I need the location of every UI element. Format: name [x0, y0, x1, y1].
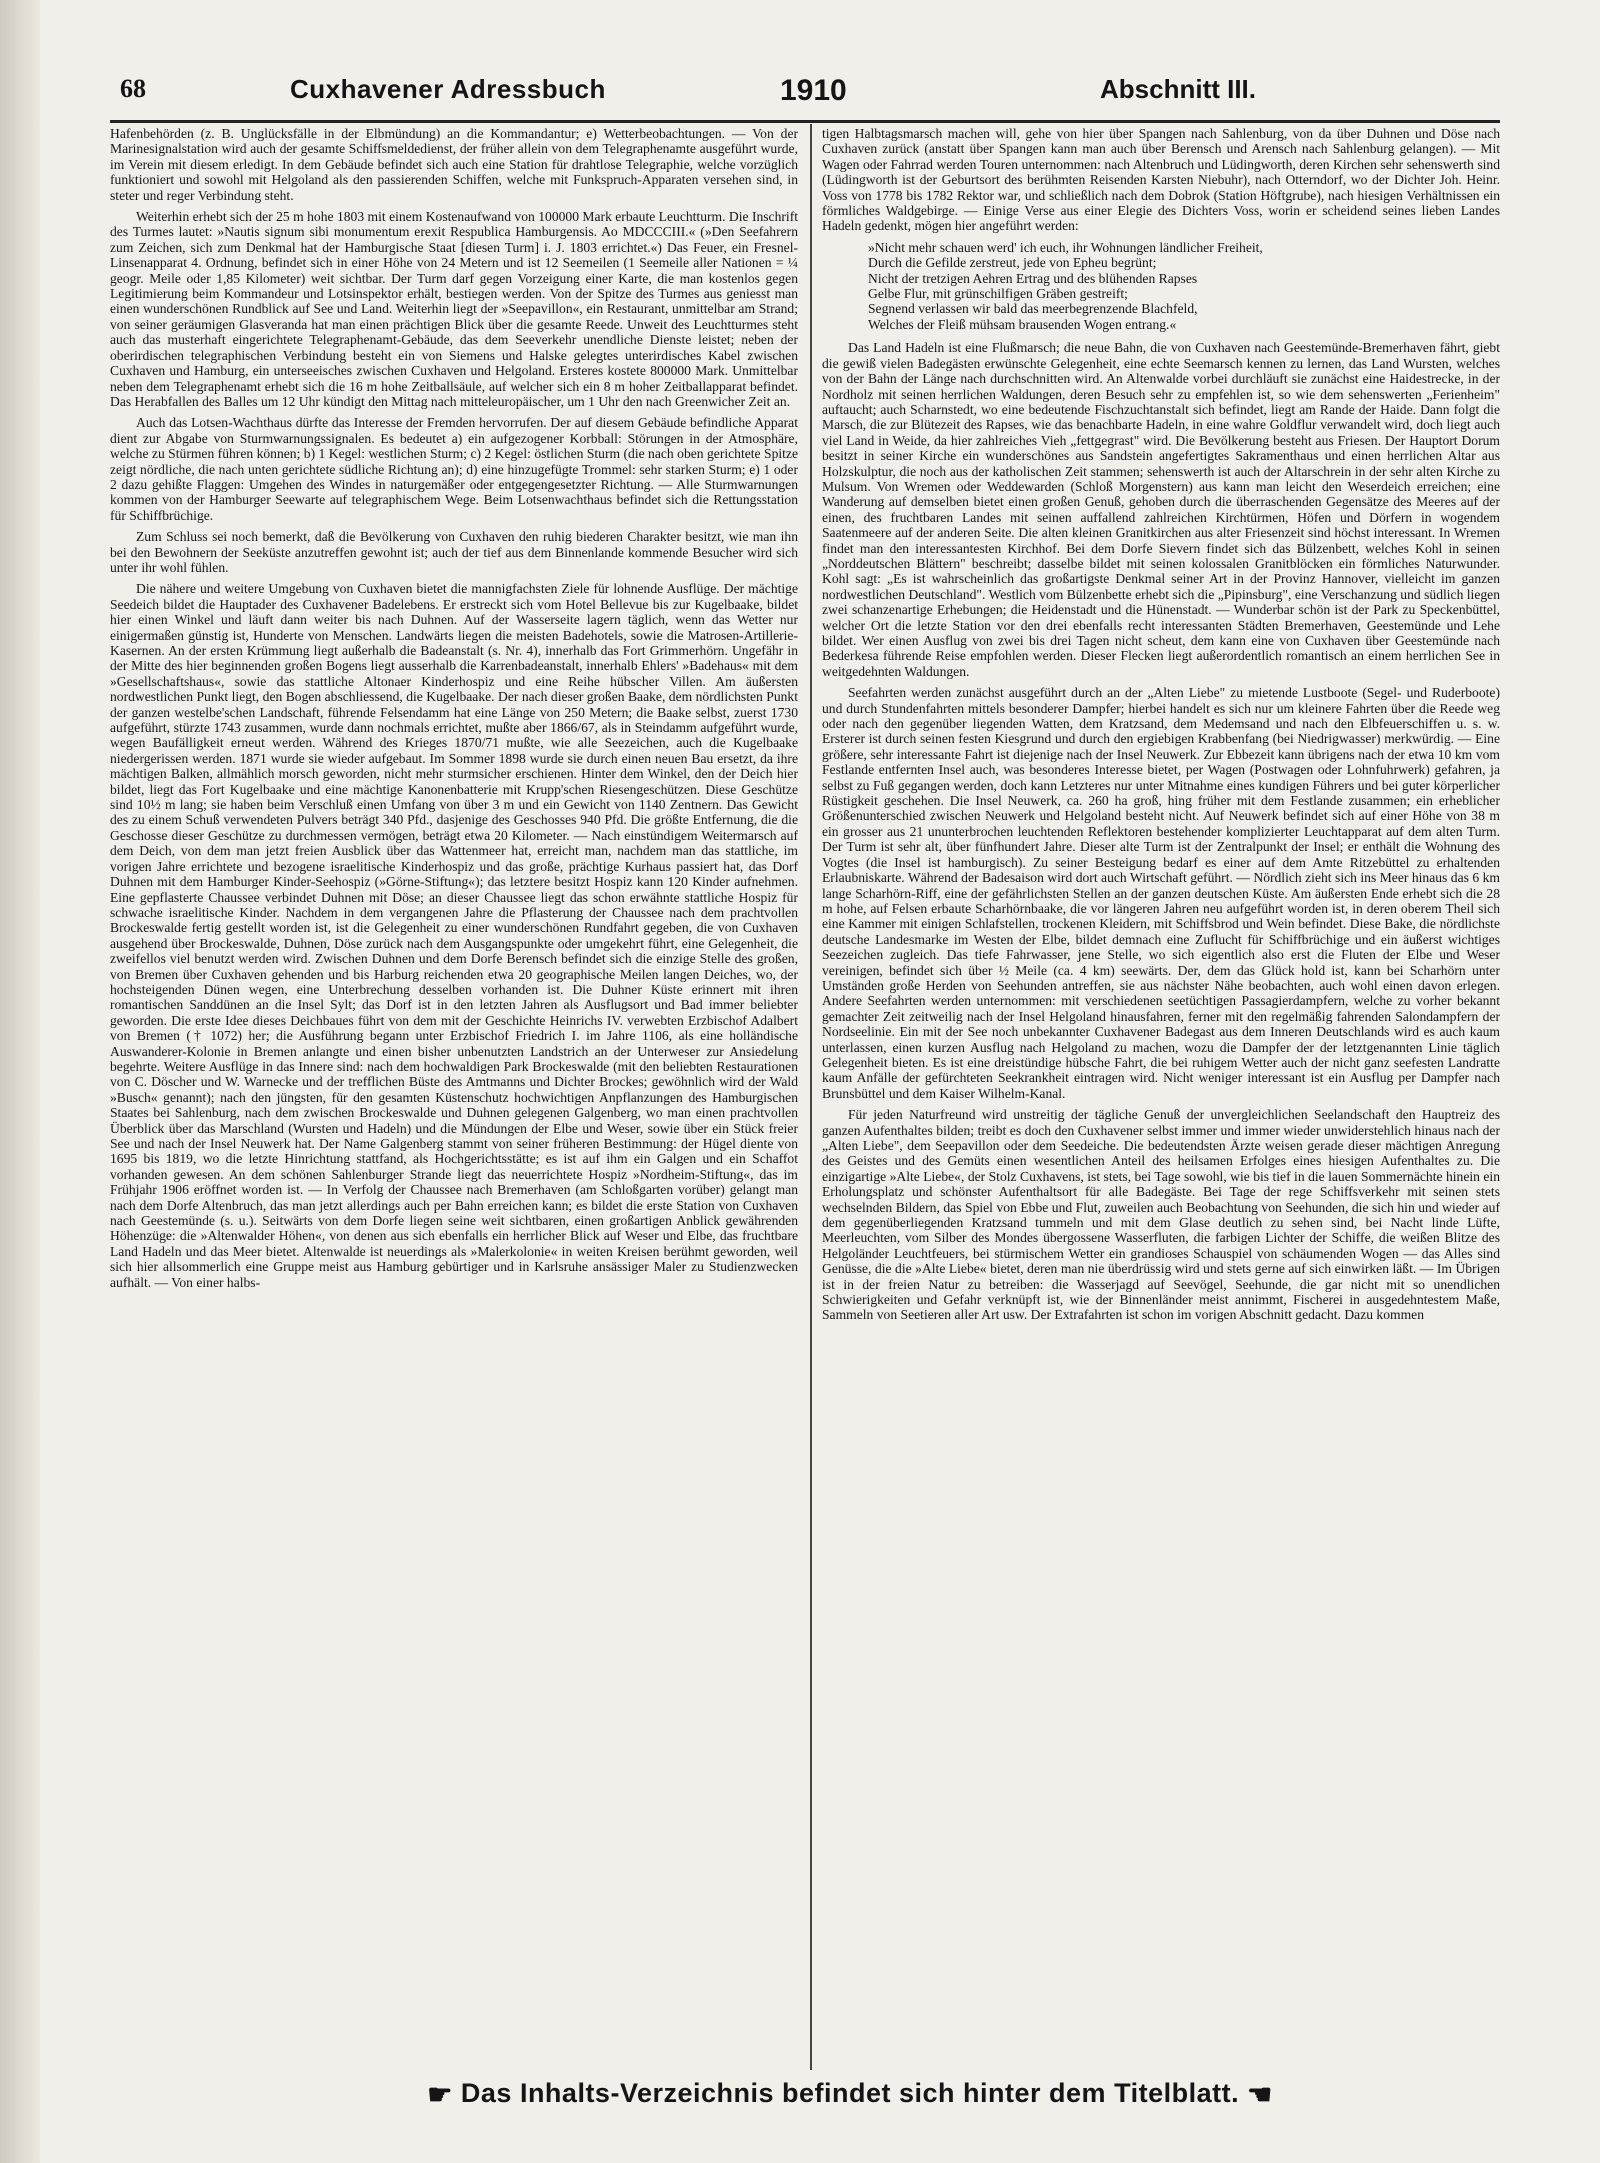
footer-text: Das Inhalts-Verzeichnis befindet sich hinter dem Titelblatt. [460, 2078, 1240, 2108]
page-number: 68 [120, 74, 146, 103]
poem-line: »Nicht mehr schauen werd' ich euch, ihr Wohnungen ländlicher Freiheit, [868, 239, 1263, 255]
right-column [822, 126, 1500, 2066]
paragraph: Hafenbehörden (z. B. Unglücksfälle in der Elbmündung) an die Kommandantur; e) Wetterbeobachtungen. — Von der Marinesignalstation wird auch der gesamte Schiffsmeldedienst, der früher allein von dem Telegraphenamte ausgeführt wurde, im Verein mit diesem erledigt. In dem Gebäude befindet sich auch eine Station für drahtlose Telegraphie, welche vorzüglich funktioniert und sowohl mit Helgoland als den passierenden Schiffen, welche mit Funkspruch-Apparaten versehen sind, in steter und reger Verbindung steht. [110, 126, 798, 203]
edition-year: 1910 [780, 74, 847, 107]
paragraph: Auch das Lotsen-Wachthaus dürfte das Interesse der Fremden hervorrufen. Der auf diesem Gebäude befindliche Apparat dient zur Abgabe von Sturmwarnungssignalen. Es bedeutet a) ein aufgezogener Korbball: Störungen in der Atmosphäre, welche zu Stürmen führen können; b) 1 Kegel: westlichen Sturm; c) 2 Kegel: östlichen Sturm (die nach oben gerichtete Spitze zeigt nördliche, die nach unten gerichtete südliche Richtung an); d) eine hinzugefügte Trommel: sehr starken Sturm; e) 1 oder 2 dazu gehißte Flaggen: Umgehen des Windes in naturgemäßer oder entgegengesetzter Richtung. — Alle Sturmwarnungen kommen von der Hamburger Seewarte auf telegraphischem Wege. Beim Lotsenwachthaus befindet sich die Rettungsstation für Schiffbrüchige. [110, 415, 798, 523]
paragraph: Die nähere und weitere Umgebung von Cuxhaven bietet die mannigfachsten Ziele für lohnende Ausflüge. Der mächtige Seedeich bildet die Hauptader des Cuxhavener Badelebens. Er erstreckt sich vom Hotel Bellevue bis zur Kugelbaake, bildet hier einen Winkel und läuft dann weiter bis nach Duhnen. Auf der Wasserseite lagern täglich, wenn das Wetter nur einigermaßen günstig ist, Hunderte von Menschen. Landwärts liegen die meisten Badehotels, sowie die Matrosen-Artillerie-Kasernen. An der ersten Krümmung liegt außerhalb die Badeanstalt (s. Nr. 4), innerhalb das Fort Grimmerhörn. Ungefähr in der Mitte des hier beginnenden großen Bogens liegt ausserhalb die Karrenbadeanstalt, innerhalb Ehlers' »Badehaus« mit dem »Gesellschaftshaus«, sowie das stattliche Altonaer Kinderhospiz und eine Reihe hübscher Villen. Am äußersten nordwestlichen Punkt liegt, den Bogen abschliessend, die Kugelbaake. Der nach dieser großen Baake, dem nördlichsten Punkt der ganzen westelbe'schen Landschaft, führende Felsendamm hat eine Länge von 250 Metern; die Baake selbst, zuerst 1730 aufgeführt, stürzte 1743 zusammen, wurde dann nochmals errichtet, mußte aber 1866/67, als in Steindamm aufgeführt wurde, wegen Baufälligkeit erneut werden. Während des Krieges 1870/71 mußte, wie alle Seezeichen, auch die Kugelbaake niedergerissen werden. 1871 wurde sie wieder aufgebaut. Im Sommer 1898 wurde sie durch einen neuen Bau ersetzt, da ihre mächtigen Balken, allmählich morsch geworden, nicht mehr sturmsicher erschienen. Hinter dem Winkel, den der Deich hier bildet, liegt das Fort Kugelbaake und eine mächtige Kanonenbatterie mit Krupp'schen Riesengeschützen. Diese Geschütze sind 10½ m lang; sie haben beim Verschluß einen Umfang von über 3 m und ein Gewicht von 1140 Zentnern. Das Gewicht des zu einem Schuß verwendeten Pulvers beträgt 340 Pfd., dasjenige des Geschosses 940 Pfd. Die größte Entfernung, die die Geschosse dieser Geschütze zu durchmessen vermögen, beträgt etwa 20 Kilometer. — Nach einstündigem Weitermarsch auf dem Deich, von dem man jetzt freien Ausblick über das Wattenmeer hat, erreicht man, nachdem man das stattliche, im vorigen Jahre errichtete und bezogene israelitische Kinderhospiz und das große, prächtige Kurhaus passiert hat, das Dorf Duhnen mit dem Hamburger Kinder-Seehospiz (»Görne-Stiftung«); das letztere besitzt Hospiz kann 120 Kinder aufnehmen. Eine gepflasterte Chaussee verbindet Duhnen mit Döse; an dieser Chaussee liegt das schon erwähnte stattliche Hospiz für schwache israelitische Kinder. Nachdem in dem vergangenen Jahre die Pflasterung der Chaussee nach dem prachtvollen Brockeswalde fertig gestellt worden ist, ist die Gelegenheit zu einer wunderschönen Rundfahrt gegeben, die von Cuxhaven ausgehend über Brockeswalde, Duhnen, Döse zurück nach dem Ausgangspunkte oder umgekehrt führt, eine Gelegenheit, die zweifellos viel benutzt werden wird. Zwischen Duhnen und dem Dorfe Berensch befindet sich die einzige Stelle des großen, von Bremen über Cuxhaven gehenden und bis Harburg reichenden etwa 20 geographische Meilen langen Deiches, wo, der hochsteigenden Dünen wegen, eine Unterbrechung desselben vorhanden ist. Die Duhner Küste erinnert mit ihren romantischen Sanddünen an die Insel Sylt; das Dorf ist in den letzten Jahren als Ausflugsort und Bad immer beliebter geworden. Die erste Idee dieses Deichbaues führt von dem mit der Geschichte Heinrichs IV. verwebten Erzbischof Adalbert von Bremen († 1072) her; die Ausführung begann unter Erzbischof Friedrich I. im Jahre 1106, als eine holländische Auswanderer-Kolonie in Bremen anlangte und einen bisher unbenutzten Landstrich an der Unterweser zur Ansiedelung begehrte. Weitere Ausflüge in das Innere sind: nach dem hochwaldigen Park Brockeswalde (mit den beliebten Restaurationen von C. Döscher und W. Warnecke und der trefflichen Büste des Amtmanns und Dichter Brockes; gewöhnlich wird der Wald »Busch« genannt); nach den jüngsten, für den gesamten Küstenschutz hochwichtigen Anpflanzungen des Hamburgischen Staates bei Sahlenburg, nach dem zwischen Brockeswalde und Duhnen gelegenen Galgenberg, wo man einen prachtvollen Überblick über das Marschland (Wursten und Hadeln) und die Mündungen der Elbe und Weser, sowie über ein Stück freier See und nach der Insel Neuwerk hat. Der Name Galgenberg stammt von seiner früheren Bestimmung: der Hügel diente von 1695 bis 1819, wo die letzte Hinrichtung stattfand, als Hochgerichtsstätte; es ist auf ihm ein Galgen und ein Schaffot vorhanden gewesen. An dem schönen Sahlenburger Strande liegt das neuerrichtete Hospiz »Nordheim-Stiftung«, das im Frühjahr 1906 eröffnet worden ist. — In Verfolg der Chaussee nach Bremerhaven (am Schloßgarten vorüber) gelangt man nach dem Dorfe Altenbruch, das man jetzt allerdings auch per Bahn erreichen kann; es bildet die erste Station von Cuxhaven nach Geestemünde (s. u.). Seitwärts von dem Dorfe liegen seine weit sichtbaren, einen großartigen Anblick gewährenden Höhenzüge: die »Altenwalder Höhen«, von denen aus sich ebenfalls ein herrlicher Blick auf Weser und Elbe, das fruchtbare Land Hadeln und das Meer bietet. Altenwalde ist neuerdings als »Malerkolonie« in weiten Kreisen berühmt geworden, weil sich hier allsommerlich eine Gruppe meist aus Hamburg gebürtiger und in Karlsruhe ansässiger Maler zu Studienzwecken aufhält. — Von einer halbs- [110, 581, 798, 1290]
paragraph: Für jeden Naturfreund wird unstreitig der tägliche Genuß der unvergleichlichen Seelandschaft den Hauptreiz des ganzen Aufenthaltes bilden; treibt es doch den Cuxhavener selbst immer und immer wieder unwiderstehlich hinaus nach der „Alten Liebe", dem Seepavillon oder dem Seedeiche. Die bedeutendsten Ärzte weisen gerade dieser mächtigen Anregung des Geistes und des Gemüts einen wesentlichen Anteil des heilsamen Erfolges eines hiesigen Aufenthaltes zu. Die einzigartige »Alte Liebe«, der Stolz Cuxhavens, ist stets, bei Tage sowohl, wie bis tief in die lauen Sommernächte hinein ein Erholungsplatz und schönster Aufenthaltsort für alle Badegäste. Bei Tage der rege Schiffsverkehr mit seinen stets wechselnden Bildern, das Spiel von Ebbe und Flut, zuweilen auch Beobachtung von Seehunden, die sich hin und wieder auf dem gegenüberliegenden Kratzsand tummeln und mit dem Glase deutlich zu sehen sind, bei Nacht linde Lüfte, Meerleuchten, vom Silber des Mondes übergossene Wasserfluten, die farbigen Lichter der Schiffe, die weißen Blitze des Helgoländer Leuchtfeuers, bei stürmischem Wetter ein grandioses Schauspiel von schäumenden Wogen — das Alles sind Genüsse, die die »Alte Liebe« bietet, deren man nie überdrüssig wird und stets gerne auf sich einwirken läßt. — Im Übrigen ist in der freien Natur zu betreiben: die Wasserjagd auf Seevögel, Seehunde, die gar nicht mit so unendlichen Schwierigkeiten und Gefahr verknüpft ist, wie der Binnenländer meist annimmt, Fischerei in ausgedehntestem Maße, Sammeln von Seetieren aller Art usw. Der Extrafahrten ist schon im vorigen Abschnitt gedacht. Dazu kommen [822, 1107, 1500, 1323]
pointing-hand-icon: ☚ [1247, 2079, 1273, 2111]
header-rule [110, 120, 1500, 123]
page-title: Cuxhavener Adressbuch [290, 74, 606, 104]
poem-line: Segnend verlassen wir bald das meerbegrenzende Blachfeld, [868, 301, 1198, 317]
column-divider [810, 124, 812, 2070]
paragraph: Das Land Hadeln ist eine Flußmarsch; die neue Bahn, die von Cuxhaven nach Geestemünde-Bremerhaven fährt, giebt die gewiß vielen Badegästen erwünschte Gelegenheit, eine echte Seemarsch kennen zu lernen, das Land Wursten, welches von der Bahn der Länge nach durchschnitten wird. An Altenwalde vorbei durchläuft sie zunächst eine Haidestrecke, in der Nordholz mit seinen herrlichen Waldungen, deren Besuch sehr zu empfehlen ist, so wie dem sehenswerten „Ferienheim" auftaucht; auch Scharnstedt, wo eine bedeutende Fischzuchtanstalt sich befindet, liegt am Rande der Haide. Dann folgt die Marsch, die zur Blütezeit des Rapses, wie das benachbarte Hadeln, in eine wahre Goldflur verwandelt wird, doch liegt auch viel Land in Weide, da hier zahlreiches Vieh „fettgegrast" wird. Die Bevölkerung besteht aus Friesen. Der Hauptort Dorum besitzt in seiner Kirche ein wunderschönes aus Sandstein angefertigtes Sakramenthaus und einen herrlichen Altar aus Holzskulptur, die noch aus der katholischen Zeit stammen; sehenswerth ist auch der Altarschrein in der sehr alten Kirche zu Mulsum. Von Wremen oder Weddewarden (Schloß Morgenstern) aus kann man leicht den Weserdeich erreichen; eine Wanderung auf demselben bietet einen großen Genuß, gehoben durch die überraschenden Gegensätze des Meeres auf der einen, des fruchtbaren Landes mit seinen auffallend zahlreichen Kirchtürmen, Höfen und Dörfern in wogendem Saatenmeere auf der anderen Seite. Die alten kleinen Granitkirchen aus alter Friesenzeit sind höchst interessant. In Wremen findet man den interessantesten Kirchhof. Bei dem Dorfe Sievern findet sich das Bülzenbett, welches Kohl in seinen „Norddeutschen Blättern" beschreibt; dasselbe bildet mit seinen kolossalen Granitblöcken ein förmliches Naturwunder. Kohl sagt: „Es ist wahrscheinlich das großartigste Denkmal seiner Art in der Provinz Hannover, vielleicht im ganzen nordwestlichen Deutschland". Westlich vom Bülzenbette erhebt sich die „Pipinsburg", eine Verschanzung und südlich liegen zwei schanzenartige Erhebungen; die Heidenstadt und die Hünenstadt. — Wunderbar schön ist der Park zu Speckenbüttel, welcher Ort die letzte Station vor den drei ebenfalls recht interessanten Städten Bremerhaven, Geestemünde und Lehe bildet. Wer einen Ausflug von zwei bis drei Tagen nicht scheut, dem kann eine von Cuxhaven über Geestemünde nach Bederkesa führende Reise empfohlen werden. Dieser Flecken liegt außerordentlich romantisch an einem herrlichen See in weitgedehnten Waldungen. [822, 340, 1500, 679]
pointing-hand-icon: ☛ [427, 2079, 453, 2111]
left-column [110, 126, 798, 2066]
poem-line: Welches der Fleiß mühsam brausenden Wogen entrang.« [868, 316, 1177, 332]
poem-line: Nicht der tretzigen Aehren Ertrag und des blühenden Rapses [868, 270, 1198, 286]
poem-line: Gelbe Flur, mit grünschilfigen Gräben gestreift; [868, 286, 1128, 302]
poem-quote [868, 240, 1500, 332]
page-header [110, 70, 1500, 114]
paragraph: tigen Halbtagsmarsch machen will, gehe von hier über Spangen nach Sahlenburg, von da über Duhnen und Döse nach Cuxhaven zurück (anstatt über Spangen kann man auch über Berensch und Arensch nach Sahlenburg gelangen). — Mit Wagen oder Fahrrad werden Touren unternommen: nach Altenbruch und Lüdingworth, deren Kirchen sehr sehenswerth sind (Lüdingworth ist der Geburtsort des berühmten Reisenden Karsten Niebuhr), nach Otterndorf, wo der Dichter Joh. Heinr. Voss von 1778 bis 1782 Rektor war, und schließlich nach dem Dobrok (Station Höftgrube), nach hiesigen Verhältnissen ein förmliches Waldgebirge. — Einige Verse aus einer Elegie des Dichters Voss, worin er scheidend seines lieben Landes Hadeln gedenkt, mögen hier angeführt werden: [822, 126, 1500, 234]
paragraph: Zum Schluss sei noch bemerkt, daß die Bevölkerung von Cuxhaven den ruhig biederen Charakter besitzt, wie man ihn bei den Bewohnern der Seeküste anzutreffen gewohnt ist; auch der tief aus dem Binnenlande kommende Besucher wird sich unter ihr wohl fühlen. [110, 529, 798, 575]
poem-line: Durch die Gefilde zerstreut, jede von Epheu begrünt; [868, 255, 1157, 271]
footer-note [300, 2078, 1400, 2118]
section-title: Abschnitt III. [1100, 74, 1256, 104]
paragraph: Weiterhin erhebt sich der 25 m hohe 1803 mit einem Kostenaufwand von 100000 Mark erbaute Leuchtturm. Die Inschrift des Turmes lautet: »Nautis signum sibi monumentum erexit Respublica Hamburgensis. Ao MDCCCIII.« (»Den Seefahrern zum Zeichen, sich zum Denkmal hat der Hamburgische Staat [diesen Turm] i. J. 1803 errichtet.«) Das Feuer, ein Fresnel-Linsenapparat 4. Ordnung, befindet sich in einer Höhe von 24 Metern und ist 12 Seemeilen (1 Seemeile aller Nationen = ¼ geogr. Meile oder 1,85 Kilometer) weit sichtbar. Der Turm darf gegen Vorzeigung einer Karte, die man kostenlos gegen Legitimierung beim Kommandeur und Lotsinspektor erhält, bestiegen werden. Von der Spitze des Turmes aus geniesst man einen wunderschönen Rundblick auf See und Land. Weiterhin liegt der »Seepavillon«, ein Restaurant, unmittelbar am Strand; von seiner geräumigen Glasveranda hat man einen prächtigen Blick über die gesamte Reede. Unweit des Leuchtturmes steht auch das musterhaft eingerichtete Telegraphenamt-Gebäude, das dem Seeverkehr unendliche Dienste leistet; neben der oberirdischen telegraphischen Verbindung besteht ein von Siemens und Halske gelegtes unterirdisches Kabel zwischen Cuxhaven und Hamburg, ein unterseeisches zwischen Cuxhaven und Helgoland. Ersteres kostete 800000 Mark. Unmittelbar neben dem Telegraphenamt erhebt sich die 16 m hohe Zeitballsäule, auf welcher sich ein 8 m hoher Zeitballapparat befindet. Das Herabfallen des Balles um 12 Uhr kündigt den Mittag nach mitteleuropäischer, um 1 Uhr den nach Greenwicher Zeit an. [110, 209, 798, 409]
scan-edge [0, 0, 40, 2163]
paragraph: Seefahrten werden zunächst ausgeführt durch an der „Alten Liebe" zu mietende Lustboote (Segel- und Ruderboote) und durch Stundenfahrten mittels besonderer Dampfer; hierbei handelt es sich nur um kleinere Fahrten über die Reede weg oder nach den gegenüber liegenden Watten, dem Kratzsand, dem Medemsand und nach den Elbfeuerschiffen u. s. w. Ersterer ist durch seinen festen Kiesgrund und durch den ergiebigen Krabbenfang (bei Niedrigwasser) merkwürdig. — Eine größere, sehr interessante Fahrt ist diejenige nach der Insel Neuwerk. Zur Ebbezeit kann übrigens nach der etwa 10 km vom Festlande entfernten Insel auch, was besonderes Interesse bietet, per Wagen (Postwagen oder Lohnfuhrwerk) gefahren, ja selbst zu Fuß gegangen werden, doch kann Letzteres nur unter Mitnahme eines kundigen Führers und bei guter körperlicher Rüstigkeit geschehen. Die Insel Neuwerk, ca. 260 ha groß, hing früher mit dem Festlande zusammen; ein erheblicher Größenunterschied zwischen Neuwerk und Helgoland besteht nicht. Auf Neuwerk befindet sich auf einer Höhe von 38 m ein grosser aus 21 ununterbrochen leuchtenden Reflektoren bestehender komplizierter Leuchtapparat auf dem alten Turm. Der Turm ist sehr alt, über fünfhundert Jahre. Dieser alte Turm ist der Zentralpunkt der Insel; er enthält die Wohnung des Vogtes (die Insel ist hamburgisch). Zu seiner Besteigung bedarf es einer auf dem Amte Ritzebüttel zu erhaltenden Erlaubniskarte. Während der Badesaison wird dort auch Wirtschaft geführt. — Nördlich zieht sich ins Meer hinaus das 6 km lange Scharhörn-Riff, eine der gefährlichsten Stellen an der ganzen deutschen Küste. Am äußersten Ende erhebt sich die 28 m hohe, auf Felsen erbaute Scharhörnbaake, die vor längeren Jahren neu aufgeführt worden ist, in deren oberem Theil sich eine Kammer mit einigen Schlafstellen, trockenen Kleidern, mit Schiffsbrod und Wein befindet. Diese Bake, die nördlichste deutsche Landesmarke im Westen der Elbe, bildet demnach eine Zuflucht für Schiffbrüchige und ein äußerst wichtiges Seezeichen zugleich. Das tiefe Fahrwasser, jene Stelle, wo sich eigentlich also erst die Fluten der Elbe und Weser vereinigen, befindet sich über ½ Meile (ca. 4 km) seewärts. Der, dem das Glück hold ist, kann bei Scharhörn unter Umständen große Herden von Seehunden antreffen, sie aus nächster Nähe beobachten, auch wohl einen davon erlegen. Andere Seefahrten werden unternommen: mit verschiedenen seetüchtigen Passagierdampfern, welche zu vorher bekannt gemachter Zeit zeitweilig nach der Insel Helgoland hinausfahren, ferner mit den regelmäßig fahrenden Salondampfern der Nordseelinie. Ein mit der See noch unbekannter Cuxhavener Badegast aus dem Inneren Deutschlands wird es auch kaum unterlassen, einen kurzen Ausflug nach Helgoland zu machen, wozu die Dampfer der der letztgenannten Linie täglich Gelegenheit bieten. Es ist eine dreistündige hübsche Fahrt, die bei ruhigem Wetter auch der nicht ganz seefesten Landratte kaum Anfälle der gefürchteten Seekrankheit eintragen wird. Nicht weniger interessant ist ein Ausflug per Dampfer nach Brunsbüttel und dem Kaiser Wilhelm-Kanal. [822, 685, 1500, 1101]
